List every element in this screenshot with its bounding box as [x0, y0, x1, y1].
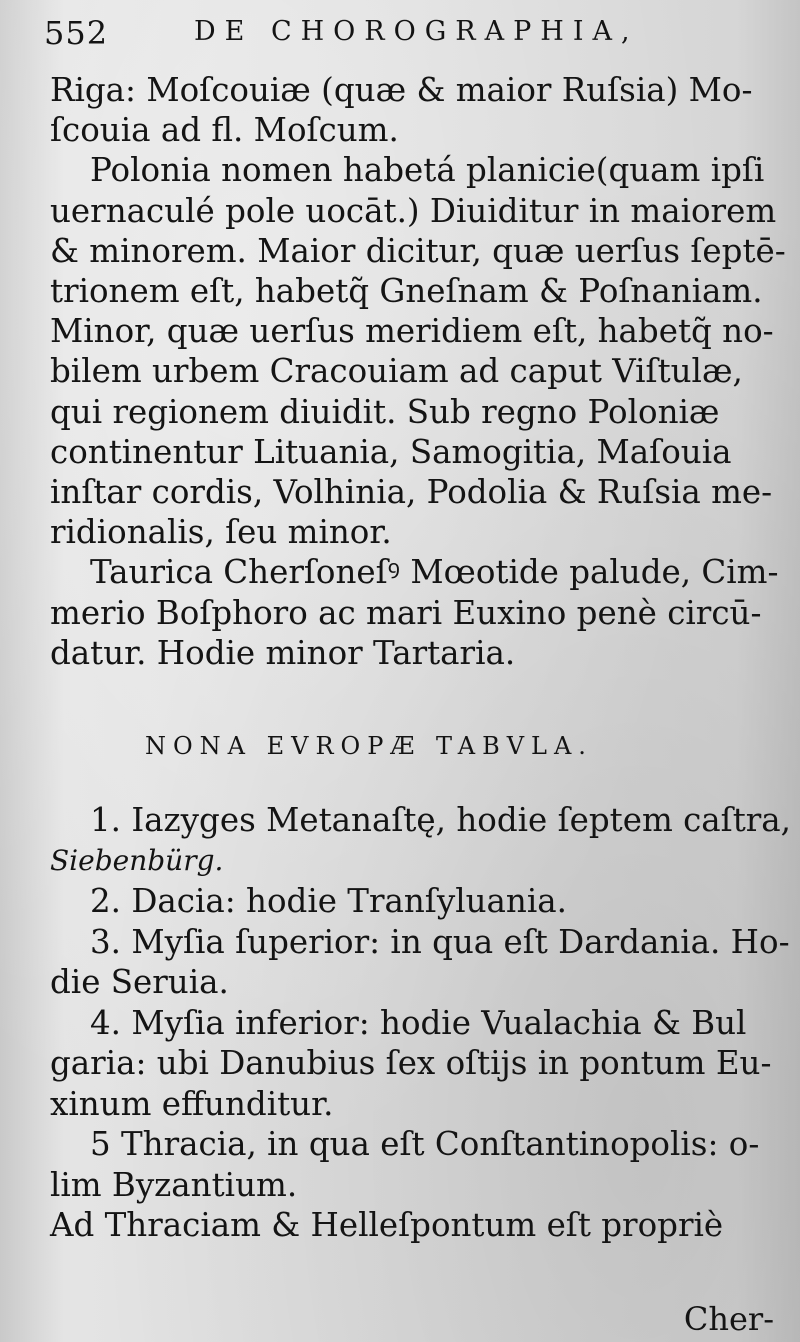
- text-line: datur. Hodie minor Tartaria.: [50, 633, 516, 672]
- text-line: Siebenbürg.: [50, 843, 224, 877]
- text-line: bilem urbem Cracouiam ad caput Viſtulæ,: [50, 352, 743, 391]
- text-line: xinum effunditur.: [50, 1084, 334, 1123]
- body-text-list: [50, 800, 792, 1246]
- section-heading: NONA EVROPÆ TABVLA.: [145, 732, 593, 760]
- text-line: die Seruia.: [50, 963, 229, 1001]
- page-number: 552: [44, 14, 109, 52]
- running-title: DE CHOROGRAPHIA,: [194, 16, 639, 47]
- text-line: ridionalis, ſeu minor.: [50, 513, 392, 552]
- text-line: Ad Thraciam & Helleſpontum eſt propriè: [50, 1206, 724, 1244]
- text-line: garia: ubi Danubius ſex oſtijs in pontum Eu-: [50, 1044, 772, 1082]
- text-line: continentur Lituania, Samogitia, Maſouia: [50, 432, 732, 471]
- text-line: inſtar cordis, Volhinia, Podolia & Ruſsia me-: [50, 473, 773, 512]
- text-line: Taurica Cherſoneſꝰ Mœotide palude, Cim-: [90, 553, 779, 592]
- catchword: Cher-: [683, 1300, 774, 1338]
- list-item: 1. Iazyges Metanaſtę, hodie ſeptem caſtra,: [90, 801, 792, 839]
- body-text-top: [50, 70, 786, 673]
- text-line: & minorem. Maior dicitur, quæ uerſus ſeptē-: [50, 231, 786, 270]
- text-line: qui regionem diuidit. Sub regno Poloniæ: [50, 392, 720, 431]
- text-line: ſcouia ad fl. Moſcum.: [50, 111, 399, 150]
- list-item: 4. Myſia inferior: hodie Vualachia & Bul: [90, 1003, 747, 1042]
- text-line: Minor, quæ uerſus meridiem eſt, habetq̃ no-: [50, 312, 774, 351]
- running-head: [44, 14, 770, 54]
- text-line: lim Byzantium.: [50, 1165, 298, 1204]
- text-line: uernaculé pole uocāt.) Diuiditur in maiorem: [50, 191, 777, 230]
- list-item: 5 Thracia, in qua eſt Conſtantinopolis: o-: [90, 1125, 760, 1163]
- text-line: merio Boſphoro ac mari Euxino penè circū-: [50, 593, 762, 632]
- text-line: Riga: Moſcouiæ (quæ & maior Ruſsia) Mo-: [50, 71, 753, 109]
- text-line: Polonia nomen habetá planicie(quam ipſi: [90, 151, 765, 190]
- list-item: 3. Myſia ſuperior: in qua eſt Dardania. Ho-: [90, 922, 790, 961]
- list-item: 2. Dacia: hodie Tranſyluania.: [90, 882, 567, 920]
- text-line: trionem eſt, habetq̃ Gneſnam & Poſnaniam.: [50, 272, 763, 311]
